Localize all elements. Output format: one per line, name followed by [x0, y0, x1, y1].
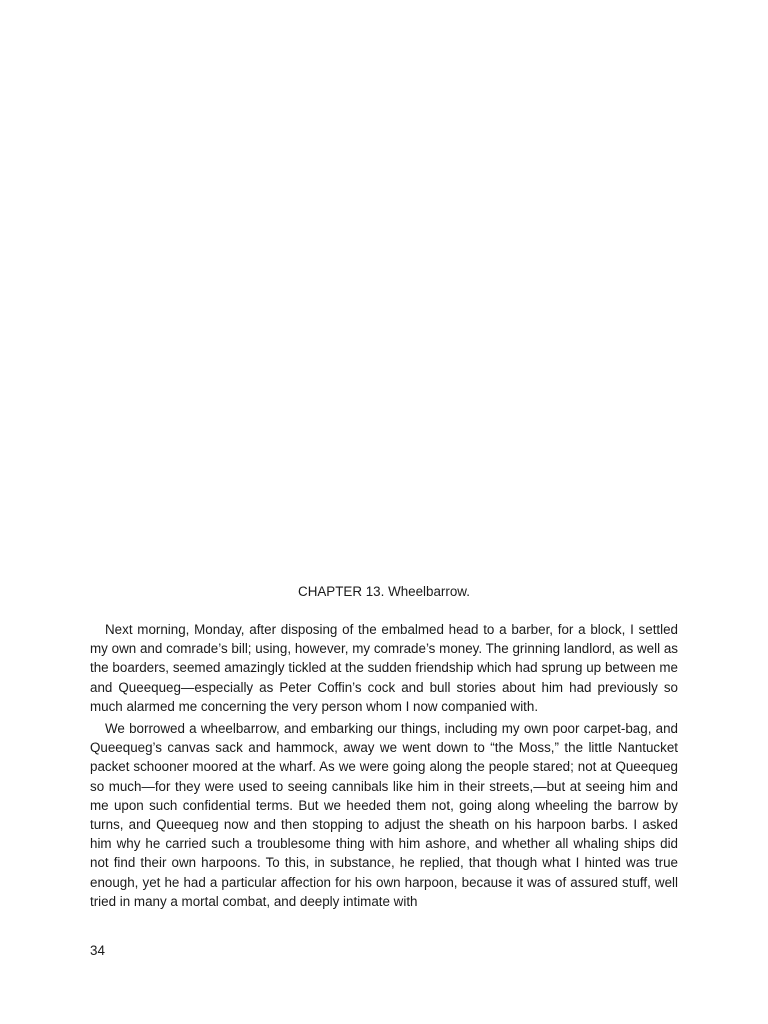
page-number: 34: [90, 943, 105, 958]
paragraph: Next morning, Monday, after disposing of the embalmed head to a barber, for a block, I settled my own and comrade’s bill; using, however, my comrade’s money. The grinning landlord, as well as the boarders, seemed amazingly tickled at the sudden friendship which had sprung up between me and Queequeg—especially as Peter Coffin’s cock and bull stories about him had previously so much alarmed me concerning the very person whom I now companied with.: [90, 622, 678, 714]
paragraph: We borrowed a wheelbarrow, and embarking our things, including my own poor carpet-bag, and Queequeg’s canvas sack and hammock, away we went down to “the Moss,” the little Nantucket packet schooner moored at the wharf. As we were going along the people stared; not at Queequeg so much—for they were used to seeing cannibals like him in their streets,—but at seeing him and me upon such confidential terms. But we heeded them not, going along wheeling the barrow by turns, and Queequeg now and then stopping to adjust the sheath on his harpoon barbs. I asked him why he carried such a troublesome thing with him ashore, and whether all whaling ships did not find their own harpoons. To this, in substance, he replied, that though what I hinted was true enough, yet he had a particular affection for his own harpoon, because it was of assured stuff, well tried in many a mortal combat, and deeply intimate with: [90, 721, 678, 909]
chapter-heading: CHAPTER 13. Wheelbarrow.: [298, 584, 470, 599]
chapter-body: [90, 620, 678, 928]
